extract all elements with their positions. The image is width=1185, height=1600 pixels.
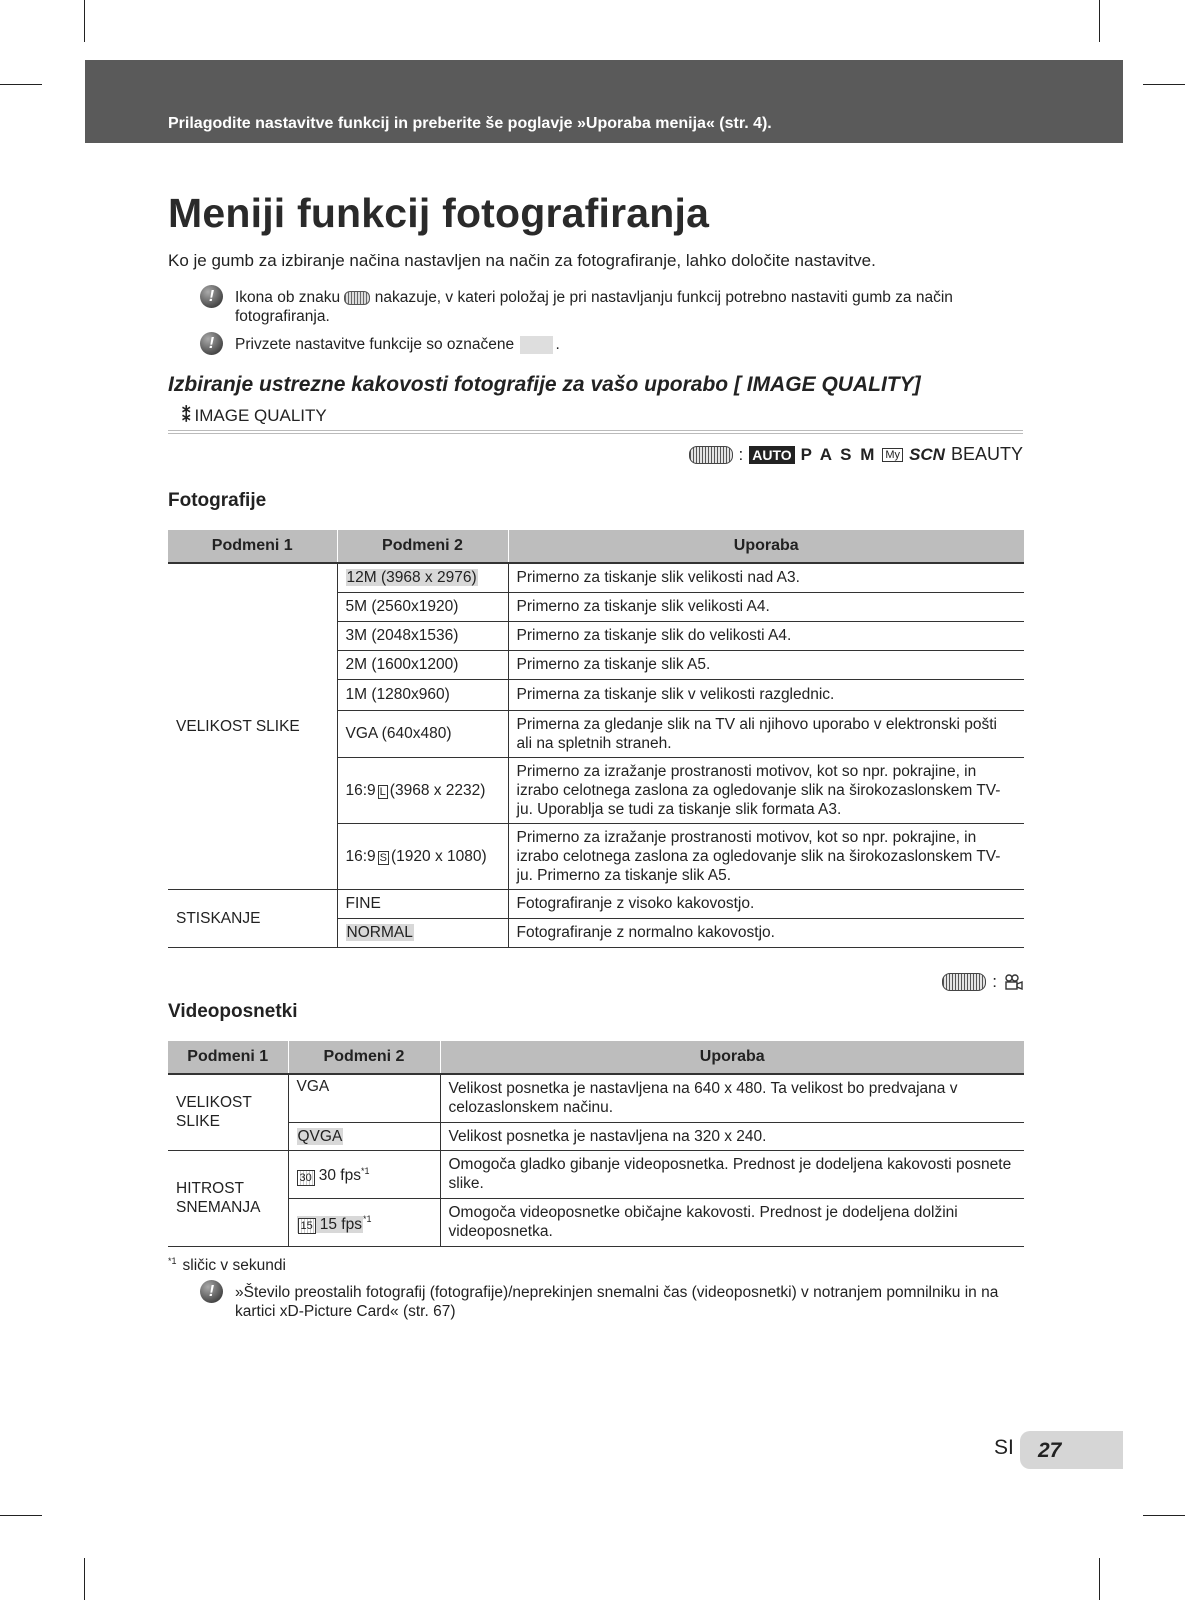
submenu2-cell [288,1198,440,1246]
table-row [168,889,1024,918]
crop-mark [1099,1558,1100,1600]
colon: : [992,972,997,991]
usage-cell: Velikost posnetka je nastavljena na 640 x 480. Ta velikost bo predvajana v celozaslonskem načinu. [440,1074,1024,1122]
language-code: SI [994,1436,1014,1459]
page-title: Meniji funkcij fotografiranja [168,190,710,236]
column-header: Podmeni 2 [288,1041,440,1074]
fps-value: 15 fps [319,1215,362,1233]
final-note-text: »Število preostalih fotografij (fotografije)/neprekinjen snemalni čas (videoposnetki) v notranjem pomnilniku in na kartici xD-Picture Card« (str. 67) [235,1284,999,1320]
table-row [168,563,1024,592]
crop-mark [1143,84,1185,85]
submenu2-cell: FINE [337,889,508,918]
submenu2-cell [337,918,508,947]
menu-path [168,406,1023,434]
mode-dial-icon [689,446,733,464]
submenu2-cell: 5M (2560x1920) [337,592,508,621]
column-header: Uporaba [508,530,1024,563]
colon: : [738,444,744,464]
submenu2-cell [337,757,508,823]
photo-mode-indicator [689,444,1023,465]
usage-cell: Fotografiranje z normalno kakovostjo. [508,918,1024,947]
page-number: 27 [1038,1439,1062,1462]
intro-text: Ko je gumb za izbiranje načina nastavljen na način za fotografiranje, lahko določite nastavitve. [168,251,876,270]
default-note-text: Privzete nastavitve funkcije so označene [235,336,515,353]
warning-icon: ! [200,285,223,308]
fps-30-icon: 30 [297,1170,315,1186]
table-row [168,1074,1024,1122]
dial-note-text-b: nakazuje, v kateri položaj je pri nastavljanju funkcij potrebno nastaviti gumb za način fotografiranja. [235,289,953,325]
submenu2-cell [288,1150,440,1198]
column-header: Podmeni 1 [168,1041,288,1074]
section-heading: Izbiranje ustrezne kakovosti fotografije za vašo uporabo [ IMAGE QUALITY] [168,373,921,396]
beauty-mode: BEAUTY [950,444,1023,464]
auto-mode: AUTO [749,446,794,464]
table-row [168,1198,1024,1246]
videos-heading: Videoposnetki [168,1001,298,1022]
image-quality-icon: ⁑ [182,406,191,425]
submenu2-cell [337,563,508,592]
usage-cell: Primerna za tiskanje slik v velikosti razglednic. [508,679,1024,710]
submenu1-cell: VELIKOST SLIKE [168,1074,288,1150]
videos-table [168,1041,1024,1247]
default-value: QVGA [297,1127,343,1145]
aspect-ratio: 16:9 [345,781,376,799]
crop-mark [1143,1515,1185,1516]
footnote-text: sličic v sekundi [182,1257,286,1275]
submenu2-cell: 1M (1280x960) [337,679,508,710]
my-mode: My [882,448,903,462]
usage-cell: Primerno za izražanje prostranosti motivov, kot so npr. pokrajine, in izrabo celotnega zaslona za ogledovanje slik na širokozaslonskem TV-ju. Uporablja se tudi za tiskanje slik formata A3. [508,757,1024,823]
movie-camera-icon [1003,974,1023,990]
usage-cell: Omogoča videoposnetke običajne kakovosti. Prednost je dodeljena dolžini videoposnetka. [440,1198,1024,1246]
usage-cell: Fotografiranje z visoko kakovostjo. [508,889,1024,918]
scn-mode: SCN [909,444,945,464]
menu-path-label: IMAGE QUALITY [194,406,327,425]
submenu2-cell: 3M (2048x1536) [337,621,508,650]
usage-cell: Primerno za tiskanje slik velikosti nad A3. [508,563,1024,592]
photos-table [168,530,1024,948]
submenu2-cell: VGA (640x480) [337,710,508,757]
warning-icon: ! [200,332,223,355]
resolution: (3968 x 2232) [389,781,486,799]
table-row [168,1122,1024,1150]
column-header: Podmeni 2 [337,530,508,563]
header-text: Prilagodite nastavitve funkcij in preberite še poglavje »Uporaba menija« (str. 4). [168,115,772,132]
crop-mark [1099,0,1100,42]
default-value: 12M (3968 x 2976) [346,569,477,587]
size-l-icon: L [379,785,386,798]
photos-heading: Fotografije [168,490,267,511]
footnote-ref: *1 [360,1166,370,1177]
warning-icon: ! [200,1280,223,1303]
pasm-modes: P A S M [800,444,877,464]
submenu2-cell: VGA [288,1074,440,1122]
usage-cell: Primerno za tiskanje slik velikosti A4. [508,592,1024,621]
submenu2-cell [337,823,508,889]
crop-mark [84,0,85,42]
fps-15-icon: 15 [298,1218,316,1234]
usage-cell: Primerna za gledanje slik na TV ali njihovo uporabo v elektronski pošti ali na spletnih straneh. [508,710,1024,757]
mode-dial-icon [344,291,370,305]
default-note-end: . [555,336,560,353]
usage-cell: Velikost posnetka je nastavljena na 320 x 240. [440,1122,1024,1150]
footnote [168,1256,286,1275]
footnote-ref: *1 [362,1214,372,1225]
header-bar [85,60,1123,143]
crop-mark [0,84,42,85]
usage-cell: Primerno za tiskanje slik A5. [508,650,1024,679]
crop-mark [84,1558,85,1600]
dial-note-text-a: Ikona ob znaku [235,289,341,306]
page-number-badge [1020,1431,1123,1469]
table-row [168,1150,1024,1198]
crop-mark [0,1515,42,1516]
mode-dial-icon [942,973,986,991]
submenu1-cell: VELIKOST SLIKE [168,563,337,889]
usage-cell: Omogoča gladko gibanje videoposnetka. Prednost je dodeljena kakovosti posnete slike. [440,1150,1024,1198]
footnote-mark: *1 [168,1256,177,1266]
movie-mode-indicator [942,972,1023,992]
resolution: (1920 x 1080) [391,847,487,865]
default-highlight-swatch [520,336,553,354]
default-value: NORMAL [346,924,413,941]
submenu1-cell: STISKANJE [168,889,337,947]
submenu2-cell: 2M (1600x1200) [337,650,508,679]
submenu2-cell [288,1122,440,1150]
size-s-icon: S [379,851,388,864]
submenu1-cell: HITROST SNEMANJA [168,1150,288,1246]
usage-cell: Primerno za tiskanje slik do velikosti A4. [508,621,1024,650]
usage-cell: Primerno za izražanje prostranosti motivov, kot so npr. pokrajine, in izrabo celotnega zaslona za ogledovanje slik na širokozaslonskem TV-ju. Primerno za tiskanje slik A5. [508,823,1024,889]
column-header: Podmeni 1 [168,530,337,563]
aspect-ratio: 16:9 [345,847,376,865]
fps-value: 30 fps [318,1167,361,1185]
column-header: Uporaba [440,1041,1024,1074]
